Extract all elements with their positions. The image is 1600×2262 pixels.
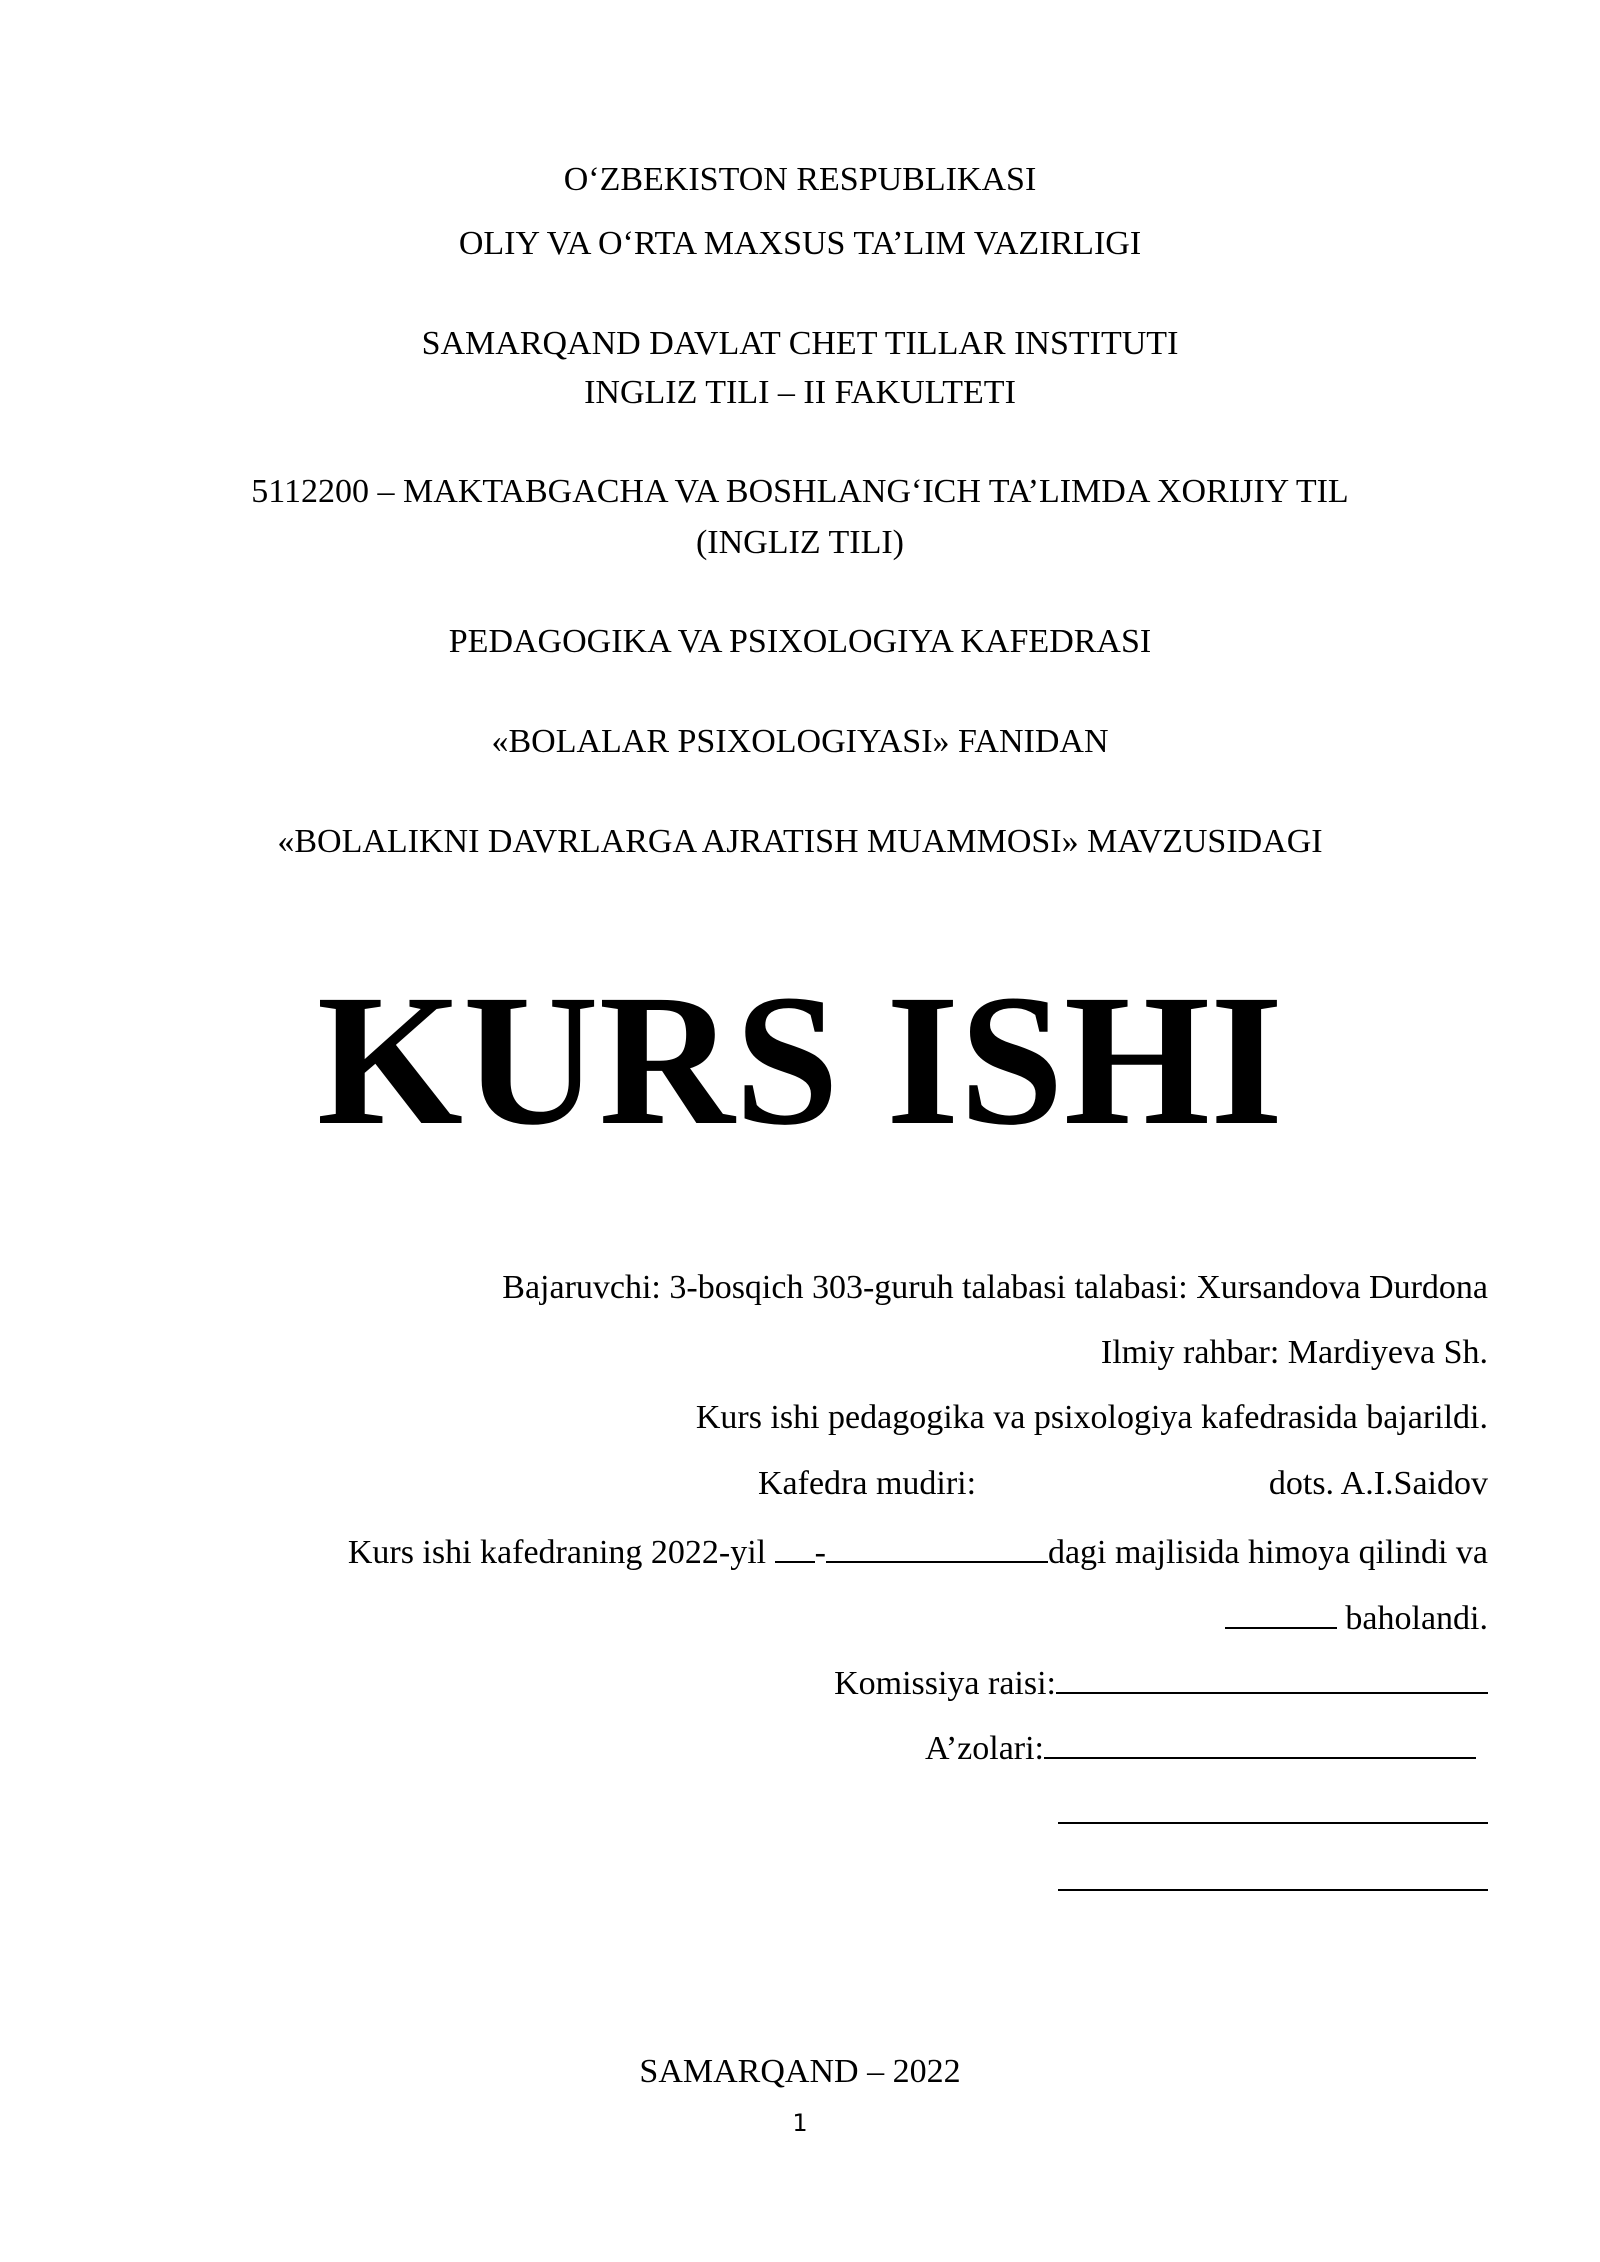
topic-heading: «BOLALIKNI DAVRLARGA AJRATISH MUAMMOSI» MAVZUSIDAGI — [277, 823, 1323, 860]
commission-label: Komissiya raisi: — [834, 1665, 1056, 1702]
defense-suffix: dagi majlisida himoya qilindi va — [1047, 1534, 1488, 1571]
members-label: A’zolari: — [925, 1730, 1044, 1767]
faculty-heading: INGLIZ TILI – II FAKULTETI — [584, 374, 1016, 411]
ministry-heading: OLIY VA O‘RTA MAXSUS TA’LIM VAZIRLIGI — [458, 225, 1142, 262]
executor-line: Bajaruvchi: 3-bosqich 303-guruh talabasi talabasi: Xursandova Durdona — [502, 1269, 1488, 1306]
graded-text: baholandi. — [1336, 1600, 1488, 1637]
completed-line: Kurs ishi pedagogika va psixologiya kafedrasida bajarildi. — [695, 1399, 1488, 1436]
member-blank-3 — [1058, 1889, 1488, 1891]
department-heading: PEDAGOGIKA VA PSIXOLOGIYA KAFEDRASI — [448, 623, 1152, 660]
subject-heading: «BOLALAR PSIXOLOGIYASI» FANIDAN — [491, 723, 1109, 760]
page-number: 1 — [792, 2109, 808, 2137]
department-head-label: Kafedra mudiri: — [758, 1465, 977, 1502]
specialty-line-1: 5112200 – MAKTABGACHA VA BOSHLANG‘ICH TA’LIMDA XORIJIY TIL — [251, 473, 1349, 510]
member-blank-1 — [1044, 1723, 1476, 1759]
specialty-line-2: (INGLIZ TILI) — [695, 524, 904, 561]
member-blank-2 — [1058, 1822, 1488, 1824]
defense-prefix: Kurs ishi kafedraning 2022-yil — [347, 1534, 775, 1571]
defense-dash: - — [814, 1534, 826, 1571]
members-line — [925, 1723, 1476, 1771]
institute-heading: SAMARQAND DAVLAT CHET TILLAR INSTITUTI — [421, 325, 1179, 362]
month-blank — [826, 1527, 1048, 1563]
republic-heading: O‘ZBEKISTON RESPUBLIKASI — [563, 161, 1037, 198]
city-year: SAMARQAND – 2022 — [639, 2053, 961, 2090]
commission-line — [834, 1658, 1488, 1706]
commission-blank — [1056, 1658, 1488, 1694]
document-title: KURS ISHI — [316, 955, 1284, 1164]
defense-line — [348, 1527, 1488, 1575]
department-head-name: dots. A.I.Saidov — [1268, 1465, 1488, 1502]
graded-line — [1225, 1593, 1488, 1641]
day-blank — [775, 1527, 815, 1563]
supervisor-line: Ilmiy rahbar: Mardiyeva Sh. — [1100, 1334, 1488, 1371]
grade-blank — [1225, 1593, 1337, 1629]
